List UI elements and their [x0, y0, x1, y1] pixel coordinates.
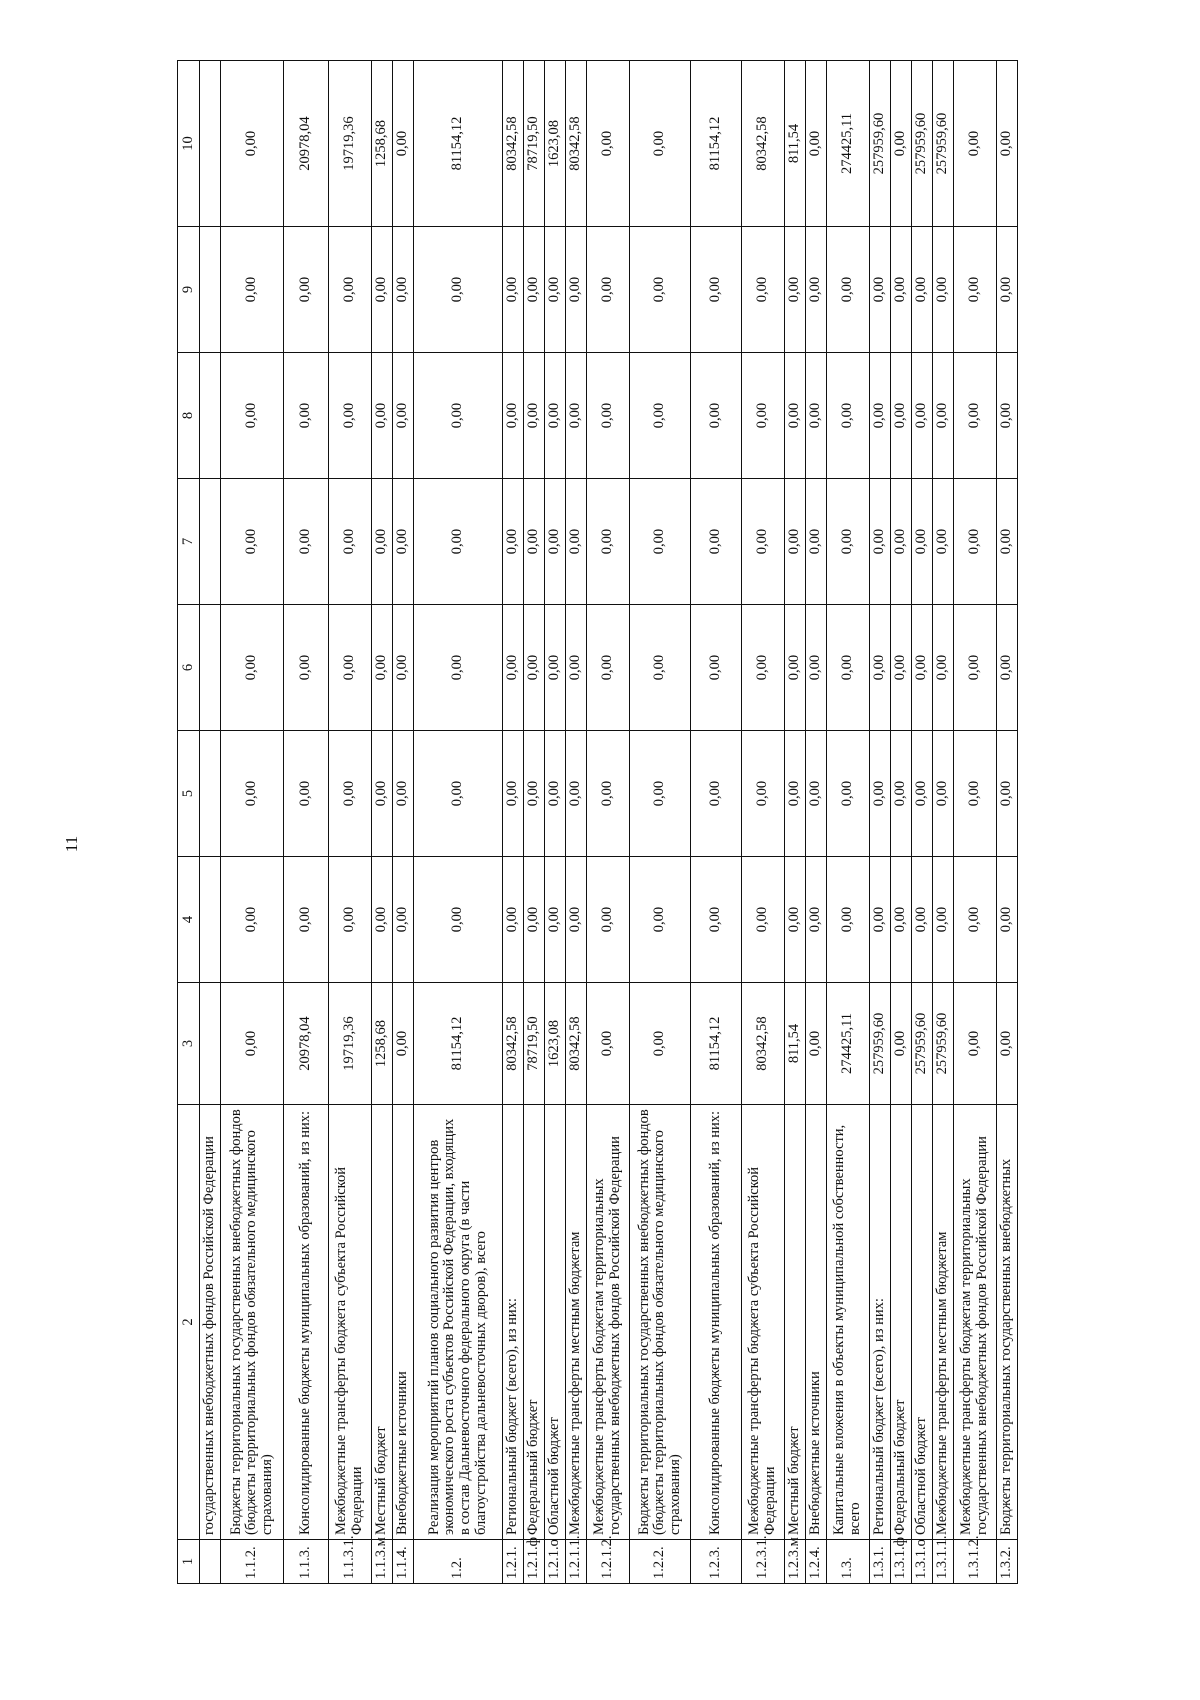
- table-row: [891, 61, 912, 1584]
- value-cell: 80342,58: [566, 61, 587, 227]
- value-cell: 0,00: [329, 353, 372, 479]
- row-name-cell: Местный бюджет: [785, 1105, 806, 1540]
- column-header: 1: [178, 1540, 200, 1584]
- value-cell: 0,00: [691, 353, 742, 479]
- value-cell: 0,00: [954, 353, 997, 479]
- value-cell: 0,00: [827, 353, 870, 479]
- value-cell: 0,00: [630, 731, 691, 857]
- row-code-cell: 1.2.1.2.: [587, 1540, 630, 1584]
- row-code-cell: 1.2.1.: [503, 1540, 524, 1584]
- value-cell: 0,00: [997, 227, 1018, 353]
- table-row: [284, 61, 329, 1584]
- value-cell: 0,00: [691, 479, 742, 605]
- value-cell: 0,00: [912, 227, 933, 353]
- value-cell: 0,00: [742, 605, 785, 731]
- row-code-cell: 1.1.2.: [221, 1540, 284, 1584]
- table-row: [912, 61, 933, 1584]
- value-cell: 0,00: [933, 731, 954, 857]
- row-name-cell: Бюджеты территориальных государственных внебюджетных: [997, 1105, 1018, 1540]
- value-cell: 0,00: [933, 227, 954, 353]
- value-cell: [200, 227, 221, 353]
- column-header: 9: [178, 227, 200, 353]
- row-code-cell: [200, 1540, 221, 1584]
- value-cell: 0,00: [870, 227, 891, 353]
- value-cell: 1623,08: [545, 983, 566, 1105]
- row-code-cell: 1.2.3.1.: [742, 1540, 785, 1584]
- value-cell: 0,00: [329, 479, 372, 605]
- value-cell: 0,00: [414, 479, 503, 605]
- value-cell: 0,00: [997, 731, 1018, 857]
- value-cell: [200, 731, 221, 857]
- table-row: [524, 61, 545, 1584]
- value-cell: 0,00: [954, 227, 997, 353]
- table-row: [742, 61, 785, 1584]
- value-cell: 0,00: [566, 731, 587, 857]
- value-cell: 80342,58: [566, 983, 587, 1105]
- value-cell: 0,00: [545, 227, 566, 353]
- value-cell: 81154,12: [414, 983, 503, 1105]
- value-cell: 0,00: [503, 857, 524, 983]
- value-cell: 0,00: [997, 605, 1018, 731]
- value-cell: 80342,58: [742, 61, 785, 227]
- value-cell: 0,00: [891, 605, 912, 731]
- value-cell: 0,00: [393, 731, 414, 857]
- value-cell: 257959,60: [933, 61, 954, 227]
- row-name-cell: Межбюджетные трансферты местным бюджетам: [933, 1105, 954, 1540]
- value-cell: 257959,60: [912, 983, 933, 1105]
- value-cell: 0,00: [912, 731, 933, 857]
- value-cell: 0,00: [587, 731, 630, 857]
- row-name-cell: Местный бюджет: [372, 1105, 393, 1540]
- value-cell: 0,00: [806, 983, 827, 1105]
- value-cell: 78719,50: [524, 983, 545, 1105]
- value-cell: 0,00: [587, 857, 630, 983]
- value-cell: 0,00: [691, 605, 742, 731]
- row-code-cell: 1.2.: [414, 1540, 503, 1584]
- value-cell: 81154,12: [414, 61, 503, 227]
- value-cell: 1623,08: [545, 61, 566, 227]
- value-cell: 0,00: [393, 61, 414, 227]
- value-cell: 0,00: [414, 857, 503, 983]
- value-cell: 0,00: [630, 61, 691, 227]
- value-cell: 0,00: [524, 731, 545, 857]
- table-row: [393, 61, 414, 1584]
- value-cell: 0,00: [566, 353, 587, 479]
- value-cell: 0,00: [566, 479, 587, 605]
- value-cell: 80342,58: [503, 61, 524, 227]
- value-cell: 0,00: [503, 605, 524, 731]
- value-cell: 0,00: [284, 857, 329, 983]
- value-cell: 0,00: [785, 479, 806, 605]
- value-cell: 0,00: [933, 479, 954, 605]
- value-cell: [200, 479, 221, 605]
- value-cell: 0,00: [524, 605, 545, 731]
- table-row: [630, 61, 691, 1584]
- row-code-cell: 1.3.1.2.: [954, 1540, 997, 1584]
- column-header: 7: [178, 479, 200, 605]
- row-code-cell: 1.2.2.: [630, 1540, 691, 1584]
- value-cell: 0,00: [372, 605, 393, 731]
- value-cell: 0,00: [742, 857, 785, 983]
- value-cell: 0,00: [587, 983, 630, 1105]
- value-cell: 0,00: [587, 61, 630, 227]
- value-cell: 0,00: [806, 227, 827, 353]
- value-cell: 0,00: [221, 731, 284, 857]
- row-name-cell: Межбюджетные трансферты местным бюджетам: [566, 1105, 587, 1540]
- row-name-cell: Межбюджетные трансферты бюджета субъекта Российской Федерации: [742, 1105, 785, 1540]
- value-cell: 811,54: [785, 983, 806, 1105]
- value-cell: 257959,60: [912, 61, 933, 227]
- value-cell: [200, 61, 221, 227]
- table-row: [587, 61, 630, 1584]
- value-cell: 0,00: [912, 857, 933, 983]
- value-cell: 0,00: [891, 479, 912, 605]
- row-name-cell: Региональный бюджет (всего), из них:: [870, 1105, 891, 1540]
- value-cell: 0,00: [891, 353, 912, 479]
- value-cell: 0,00: [329, 227, 372, 353]
- value-cell: 0,00: [912, 479, 933, 605]
- value-cell: 0,00: [587, 227, 630, 353]
- value-cell: 0,00: [372, 731, 393, 857]
- value-cell: 0,00: [806, 353, 827, 479]
- column-header: 3: [178, 983, 200, 1105]
- value-cell: 80342,58: [503, 983, 524, 1105]
- value-cell: 20978,04: [284, 61, 329, 227]
- value-cell: 0,00: [870, 605, 891, 731]
- value-cell: 0,00: [524, 353, 545, 479]
- value-cell: 0,00: [630, 983, 691, 1105]
- value-cell: 81154,12: [691, 983, 742, 1105]
- row-name-cell: государственных внебюджетных фондов Российской Федерации: [200, 1105, 221, 1540]
- value-cell: 0,00: [891, 61, 912, 227]
- value-cell: [200, 983, 221, 1105]
- value-cell: 0,00: [997, 983, 1018, 1105]
- value-cell: 0,00: [891, 227, 912, 353]
- value-cell: 0,00: [785, 857, 806, 983]
- value-cell: 0,00: [414, 731, 503, 857]
- value-cell: 0,00: [587, 353, 630, 479]
- value-cell: 0,00: [954, 605, 997, 731]
- row-name-cell: Внебюджетные источники: [806, 1105, 827, 1540]
- value-cell: 0,00: [587, 479, 630, 605]
- row-name-cell: Федеральный бюджет: [524, 1105, 545, 1540]
- value-cell: 0,00: [954, 731, 997, 857]
- table-row: [870, 61, 891, 1584]
- value-cell: 0,00: [954, 983, 997, 1105]
- table-row: [414, 61, 503, 1584]
- value-cell: 0,00: [329, 731, 372, 857]
- table-row: [997, 61, 1018, 1584]
- table-row: [785, 61, 806, 1584]
- row-name-cell: Межбюджетные трансферты бюджета субъекта Российской Федерации: [329, 1105, 372, 1540]
- value-cell: 0,00: [997, 479, 1018, 605]
- table-row: [954, 61, 997, 1584]
- value-cell: 0,00: [393, 353, 414, 479]
- value-cell: 19719,36: [329, 61, 372, 227]
- column-header: 10: [178, 61, 200, 227]
- value-cell: 1258,68: [372, 983, 393, 1105]
- page-number: 11: [62, 835, 81, 853]
- table-row: [545, 61, 566, 1584]
- value-cell: 274425,11: [827, 983, 870, 1105]
- value-cell: 0,00: [221, 479, 284, 605]
- value-cell: 0,00: [566, 605, 587, 731]
- table-row: [503, 61, 524, 1584]
- row-code-cell: 1.1.3.м: [372, 1540, 393, 1584]
- value-cell: 19719,36: [329, 983, 372, 1105]
- table-row: [691, 61, 742, 1584]
- column-header: 2: [178, 1105, 200, 1540]
- value-cell: 0,00: [870, 479, 891, 605]
- value-cell: 0,00: [393, 983, 414, 1105]
- row-name-cell: Бюджеты территориальных государственных внебюджетных фондов (бюджеты территориальных фондов обязательного медицинского страхования): [221, 1105, 284, 1540]
- row-code-cell: 1.2.1.ф: [524, 1540, 545, 1584]
- value-cell: 0,00: [414, 605, 503, 731]
- value-cell: 0,00: [503, 731, 524, 857]
- value-cell: 0,00: [997, 353, 1018, 479]
- row-code-cell: 1.1.3.: [284, 1540, 329, 1584]
- table-row: [372, 61, 393, 1584]
- value-cell: 0,00: [545, 479, 566, 605]
- row-code-cell: 1.1.3.1.: [329, 1540, 372, 1584]
- row-code-cell: 1.3.2.: [997, 1540, 1018, 1584]
- value-cell: 0,00: [221, 353, 284, 479]
- row-name-cell: Капитальные вложения в объекты муниципальной собственности, всего: [827, 1105, 870, 1540]
- value-cell: 0,00: [742, 479, 785, 605]
- column-number-row: [178, 61, 200, 1584]
- value-cell: 0,00: [545, 857, 566, 983]
- value-cell: 0,00: [221, 227, 284, 353]
- value-cell: 0,00: [393, 227, 414, 353]
- table-row: [933, 61, 954, 1584]
- value-cell: 0,00: [827, 605, 870, 731]
- value-cell: 0,00: [503, 479, 524, 605]
- value-cell: 0,00: [372, 227, 393, 353]
- row-name-cell: Реализация мероприятий планов социального развития центров экономического роста субъектов Российской Федерации, входящих в состав Дальневосточного федерального округа (в части благоустройства дальневосточных дворов), всего: [414, 1105, 503, 1540]
- value-cell: 0,00: [329, 605, 372, 731]
- row-name-cell: Региональный бюджет (всего), из них:: [503, 1105, 524, 1540]
- value-cell: 0,00: [912, 353, 933, 479]
- value-cell: 0,00: [393, 605, 414, 731]
- value-cell: 811,54: [785, 61, 806, 227]
- value-cell: 0,00: [827, 857, 870, 983]
- value-cell: 0,00: [630, 857, 691, 983]
- value-cell: 257959,60: [870, 61, 891, 227]
- row-name-cell: Межбюджетные трансферты бюджетам территориальных государственных внебюджетных фондов Российской Федерации: [954, 1105, 997, 1540]
- row-code-cell: 1.2.1.о: [545, 1540, 566, 1584]
- value-cell: 0,00: [870, 731, 891, 857]
- table-row: [806, 61, 827, 1584]
- row-code-cell: 1.3.1.ф: [891, 1540, 912, 1584]
- value-cell: 0,00: [566, 857, 587, 983]
- value-cell: 0,00: [284, 353, 329, 479]
- budget-table-sheet: [177, 101, 1107, 1584]
- value-cell: 0,00: [742, 731, 785, 857]
- value-cell: 78719,50: [524, 61, 545, 227]
- row-code-cell: 1.2.4.: [806, 1540, 827, 1584]
- value-cell: 0,00: [221, 983, 284, 1105]
- value-cell: 81154,12: [691, 61, 742, 227]
- value-cell: 257959,60: [933, 983, 954, 1105]
- value-cell: 0,00: [393, 857, 414, 983]
- value-cell: 0,00: [912, 605, 933, 731]
- value-cell: [200, 857, 221, 983]
- value-cell: 0,00: [891, 983, 912, 1105]
- value-cell: 0,00: [503, 227, 524, 353]
- value-cell: 0,00: [997, 61, 1018, 227]
- column-header: 8: [178, 353, 200, 479]
- value-cell: 0,00: [891, 857, 912, 983]
- row-name-cell: Федеральный бюджет: [891, 1105, 912, 1540]
- column-header: 6: [178, 605, 200, 731]
- value-cell: 257959,60: [870, 983, 891, 1105]
- value-cell: 0,00: [827, 731, 870, 857]
- budget-table: [177, 60, 1018, 1584]
- row-name-cell: Областной бюджет: [912, 1105, 933, 1540]
- value-cell: 0,00: [545, 605, 566, 731]
- value-cell: 0,00: [524, 479, 545, 605]
- value-cell: 0,00: [933, 605, 954, 731]
- value-cell: 0,00: [566, 227, 587, 353]
- table-row: [329, 61, 372, 1584]
- row-code-cell: 1.3.: [827, 1540, 870, 1584]
- value-cell: 0,00: [870, 353, 891, 479]
- row-code-cell: 1.3.1.: [870, 1540, 891, 1584]
- value-cell: 0,00: [827, 227, 870, 353]
- column-header: 4: [178, 857, 200, 983]
- value-cell: 0,00: [691, 731, 742, 857]
- value-cell: 0,00: [284, 605, 329, 731]
- value-cell: 0,00: [785, 731, 806, 857]
- value-cell: 0,00: [221, 605, 284, 731]
- value-cell: 0,00: [806, 479, 827, 605]
- table-row: [566, 61, 587, 1584]
- value-cell: 0,00: [997, 857, 1018, 983]
- value-cell: 0,00: [785, 353, 806, 479]
- value-cell: 0,00: [221, 857, 284, 983]
- row-code-cell: 1.2.3.: [691, 1540, 742, 1584]
- value-cell: 0,00: [414, 227, 503, 353]
- table-row: [200, 61, 221, 1584]
- value-cell: 0,00: [691, 857, 742, 983]
- table-row: [827, 61, 870, 1584]
- row-code-cell: 1.2.3.м: [785, 1540, 806, 1584]
- value-cell: 0,00: [630, 353, 691, 479]
- row-code-cell: 1.3.1.о: [912, 1540, 933, 1584]
- value-cell: 0,00: [630, 605, 691, 731]
- value-cell: 0,00: [785, 605, 806, 731]
- value-cell: 0,00: [372, 353, 393, 479]
- value-cell: 0,00: [742, 353, 785, 479]
- value-cell: 0,00: [329, 857, 372, 983]
- value-cell: 1258,68: [372, 61, 393, 227]
- value-cell: 0,00: [545, 731, 566, 857]
- value-cell: 0,00: [891, 731, 912, 857]
- row-name-cell: Консолидированные бюджеты муниципальных образований, из них:: [284, 1105, 329, 1540]
- value-cell: [200, 353, 221, 479]
- value-cell: 0,00: [284, 731, 329, 857]
- row-code-cell: 1.3.1.1.: [933, 1540, 954, 1584]
- value-cell: 0,00: [503, 353, 524, 479]
- value-cell: 0,00: [806, 731, 827, 857]
- value-cell: 0,00: [284, 479, 329, 605]
- value-cell: 0,00: [806, 857, 827, 983]
- value-cell: 0,00: [742, 227, 785, 353]
- value-cell: 0,00: [630, 227, 691, 353]
- value-cell: 0,00: [221, 61, 284, 227]
- value-cell: 0,00: [393, 479, 414, 605]
- row-code-cell: 1.1.4.: [393, 1540, 414, 1584]
- value-cell: 0,00: [372, 479, 393, 605]
- value-cell: 0,00: [545, 353, 566, 479]
- value-cell: 80342,58: [742, 983, 785, 1105]
- value-cell: 0,00: [785, 227, 806, 353]
- value-cell: 0,00: [587, 605, 630, 731]
- row-name-cell: Внебюджетные источники: [393, 1105, 414, 1540]
- table-body: [200, 61, 1018, 1584]
- row-name-cell: Межбюджетные трансферты бюджетам территориальных государственных внебюджетных фондов Российской Федерации: [587, 1105, 630, 1540]
- row-name-cell: Областной бюджет: [545, 1105, 566, 1540]
- table-row: [221, 61, 284, 1584]
- value-cell: 0,00: [933, 353, 954, 479]
- value-cell: 0,00: [954, 61, 997, 227]
- value-cell: 0,00: [827, 479, 870, 605]
- value-cell: 274425,11: [827, 61, 870, 227]
- value-cell: 0,00: [524, 227, 545, 353]
- value-cell: 0,00: [414, 353, 503, 479]
- value-cell: 0,00: [284, 227, 329, 353]
- row-code-cell: 1.2.1.1.: [566, 1540, 587, 1584]
- value-cell: 0,00: [870, 857, 891, 983]
- value-cell: 0,00: [806, 605, 827, 731]
- value-cell: 0,00: [524, 857, 545, 983]
- value-cell: 0,00: [954, 479, 997, 605]
- value-cell: 0,00: [806, 61, 827, 227]
- row-name-cell: Консолидированные бюджеты муниципальных образований, из них:: [691, 1105, 742, 1540]
- row-name-cell: Бюджеты территориальных государственных внебюджетных фондов (бюджеты территориальных фондов обязательного медицинского страхования): [630, 1105, 691, 1540]
- value-cell: 20978,04: [284, 983, 329, 1105]
- value-cell: [200, 605, 221, 731]
- value-cell: 0,00: [630, 479, 691, 605]
- value-cell: 0,00: [691, 227, 742, 353]
- value-cell: 0,00: [954, 857, 997, 983]
- value-cell: 0,00: [933, 857, 954, 983]
- column-header: 5: [178, 731, 200, 857]
- value-cell: 0,00: [372, 857, 393, 983]
